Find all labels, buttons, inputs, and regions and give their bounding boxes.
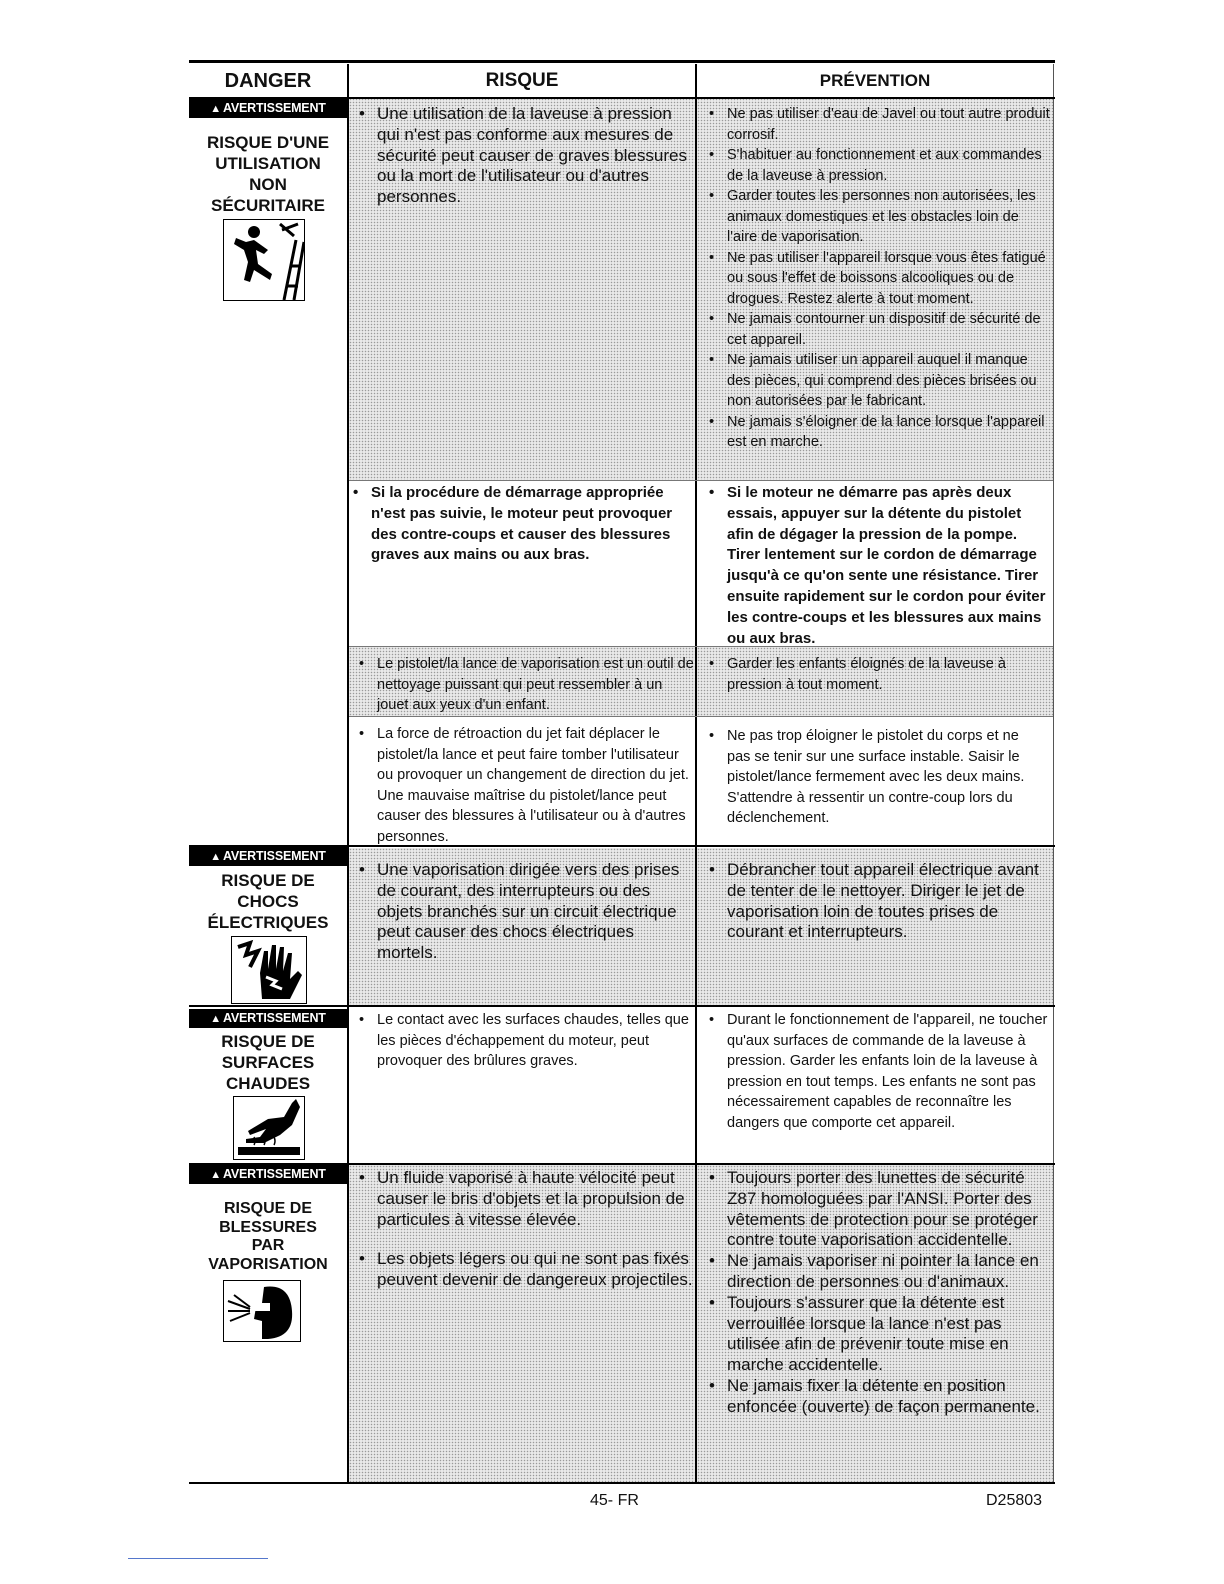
r7-prevention-cell [701, 1168, 1051, 1418]
list-item: • Ne jamais fixer la détente en position enfoncée (ouverte) de façon permanente. [701, 1376, 1051, 1418]
r6-prevention-cell [701, 1010, 1053, 1133]
list-item: • Garder toutes les personnes non autorisées, les animaux domestiques et les obstacles loin de l'aire de vaporisation. [701, 186, 1051, 248]
r6-risque-cell [351, 1010, 695, 1072]
r3-prevention-cell [701, 654, 1051, 695]
section-rule-2 [189, 1005, 1055, 1007]
list-item: • Ne jamais utiliser un appareil auquel il manque des pièces, qui comprend des pièces brisées ou non autorisées par le fabricant. [701, 350, 1051, 412]
hazard-title-1: RISQUE D'UNE UTILISATION NON SÉCURITAIRE [206, 133, 330, 215]
r1-risque-cell [351, 104, 695, 208]
list-item: • Toujours porter des lunettes de sécurité Z87 homologuées par l'ANSI. Porter des vêtements de protection pour se protéger contre toute vaporisation accidentelle. [701, 1168, 1051, 1251]
list-item: • S'habituer au fonctionnement et aux commandes de la laveuse à pression. [701, 145, 1051, 186]
list-item: • Ne jamais s'éloigner de la lance lorsque l'appareil est en marche. [701, 412, 1051, 453]
list-item: • Ne jamais vaporiser ni pointer la lance en direction de personnes ou d'animaux. [701, 1251, 1051, 1293]
list-item: • Un fluide vaporisé à haute vélocité peut causer le bris d'objets et la propulsion de particules à vitesse élevée. [351, 1168, 695, 1230]
table-top-rule [189, 60, 1055, 63]
list-item: • Garder les enfants éloignés de la laveuse à pression à tout moment. [701, 654, 1051, 695]
row-rule-1 [349, 480, 1053, 481]
hazard-title-3: RISQUE DE SURFACES CHAUDES [221, 1032, 315, 1093]
list-item: • La force de rétroaction du jet fait déplacer le pistolet/la lance et peut faire tomber l'utilisateur ou provoquer un changement de direction du jet. Une mauvaise maîtrise du pistolet/lance peut causer des blessures à l'utilisateur ou à d'autres personnes. [351, 724, 695, 847]
list-item: • Débrancher tout appareil électrique avant de tenter de le nettoyer. Diriger le jet de vaporisation loin de toutes prises de courant et interrupteurs. [701, 860, 1051, 943]
page-number: 45- FR [590, 1492, 639, 1509]
hot-surface-hand-icon [233, 1096, 305, 1160]
list-item: • Une vaporisation dirigée vers des prises de courant, des interrupteurs ou des objets branchés sur un circuit électrique peut causer des chocs électriques mortels. [351, 860, 695, 964]
list-item: • Le pistolet/la lance de vaporisation est un outil de nettoyage puissant qui peut ressembler à un jouet aux yeux d'un enfant. [351, 654, 695, 716]
list-item: • Durant le fonctionnement de l'appareil, ne toucher qu'aux surfaces de commande de la laveuse à pression. Garder les enfants loin de la laveuse à pression en tout temps. Les enfants ne sont pas nécessairement capables de reconnaître les dangers que comporte cet appareil. [701, 1010, 1053, 1133]
list-item: • Ne pas utiliser d'eau de Javel ou tout autre produit corrosif. [701, 104, 1051, 145]
table-bottom-rule [189, 1482, 1055, 1484]
list-item: • Les objets légers ou qui ne sont pas fixés peuvent devenir de dangereux projectiles. [351, 1249, 695, 1291]
col-rule-3 [1053, 64, 1054, 1484]
r5-risque-cell [351, 860, 695, 964]
hazard-title-2: RISQUE DE CHOCS ÉLECTRIQUES [207, 871, 329, 932]
scan-edge-line [128, 1558, 268, 1559]
person-falling-icon [223, 219, 305, 301]
r3-risque-cell [351, 654, 695, 716]
row-rule-3 [349, 716, 1053, 717]
warning-label-3: ▲ AVERTISSEMENT [189, 1009, 347, 1028]
list-item: • Si la procédure de démarrage appropriée n'est pas suivie, le moteur peut provoquer des contre-coups et causer des blessures graves aux mains ou aux bras. [345, 483, 695, 566]
header-risque: RISQUE [485, 70, 559, 91]
header-danger: DANGER [224, 70, 312, 92]
warning-label-4: ▲ AVERTISSEMENT [189, 1165, 347, 1184]
electric-shock-hand-icon [231, 936, 307, 1004]
list-item: • Si le moteur ne démarre pas après deux essais, appuyer sur la détente du pistolet afin de dégager la pression de la pompe. Tirer lentement sur le cordon de démarrage jusqu'à ce qu'on sente une résistance. Tirer ensuite rapidement sur le cordon pour éviter les contre-coups et les blessures aux mains ou aux bras. [701, 483, 1049, 649]
r1-prevention-cell [701, 104, 1051, 453]
list-item: • Une utilisation de la laveuse à pression qui n'est pas conforme aux mesures de sécurité peut causer de graves blessures ou la mort de l'utilisateur ou d'autres personnes. [351, 104, 695, 208]
r4-prevention-cell [701, 726, 1041, 829]
list-item: • Ne pas utiliser l'appareil lorsque vous êtes fatigué ou sous l'effet de boissons alcooliques ou de drogues. Restez alerte à tout moment. [701, 248, 1051, 310]
hazard-title-4: RISQUE DE BLESSURES PAR VAPORISATION [208, 1200, 328, 1273]
r4-risque-cell [351, 724, 695, 847]
r2-prevention-cell [701, 483, 1049, 649]
col-rule-2 [695, 64, 697, 1484]
r5-prevention-cell [701, 860, 1051, 943]
list-item: • Ne pas trop éloigner le pistolet du corps et ne pas se tenir sur une surface instable. Saisir le pistolet/lance fermement avec les deux mains. S'attendre à ressentir un contre-coup lors du déclenchement. [701, 726, 1041, 829]
warning-label-1: ▲ AVERTISSEMENT [189, 99, 347, 118]
r7-risque-cell [351, 1168, 695, 1291]
document-code: D25803 [986, 1492, 1043, 1509]
list-item: • Ne jamais contourner un dispositif de sécurité de cet appareil. [701, 309, 1051, 350]
list-item: • Toujours s'assurer que la détente est verrouillée lorsque la lance n'est pas utilisée afin de prévenir toute mise en marche accidentelle. [701, 1293, 1051, 1376]
list-item: • Le contact avec les surfaces chaudes, telles que les pièces d'échappement du moteur, peut provoquer des brûlures graves. [351, 1010, 695, 1072]
face-shield-spray-icon [223, 1280, 301, 1342]
col-rule-1 [347, 64, 349, 1484]
header-prevention: PRÉVENTION [819, 71, 931, 90]
warning-label-2: ▲ AVERTISSEMENT [189, 847, 347, 866]
r2-risque-cell [345, 483, 695, 566]
